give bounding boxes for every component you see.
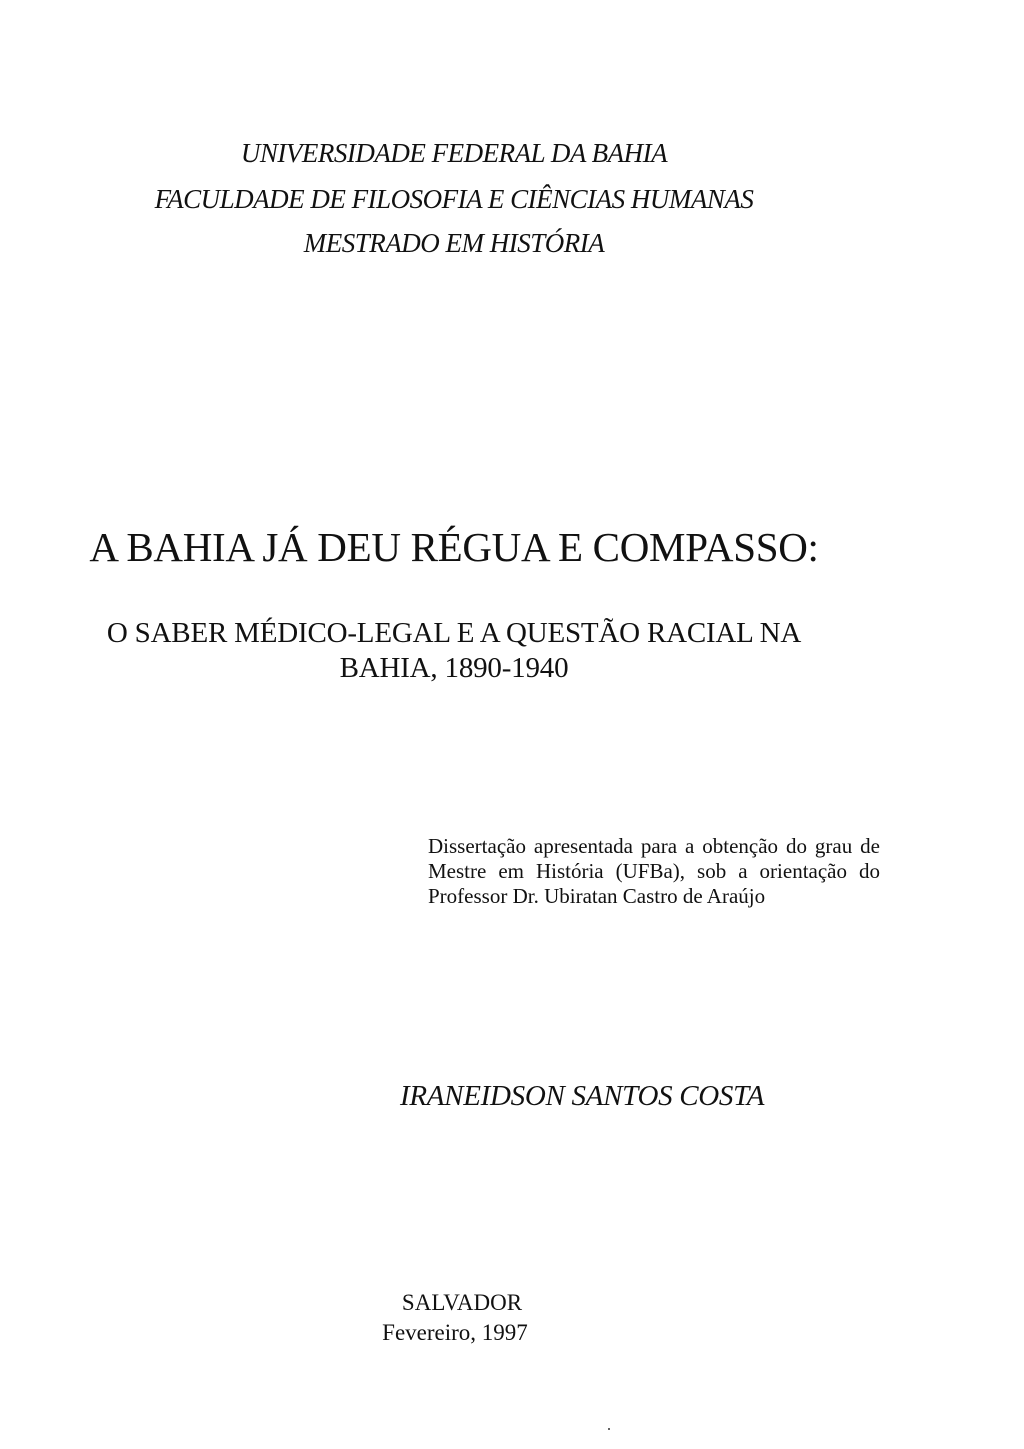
- thesis-subtitle-line-1: O SABER MÉDICO-LEGAL E A QUESTÃO RACIAL NA: [106, 617, 802, 649]
- date: Fevereiro, 1997: [382, 1320, 528, 1345]
- thesis-title: A BAHIA JÁ DEU RÉGUA E COMPASSO:: [89, 524, 819, 570]
- program-name: MESTRADO EM HISTÓRIA: [303, 228, 605, 258]
- city: SALVADOR: [401, 1290, 523, 1315]
- faculty-name: FACULDADE DE FILOSOFIA E CIÊNCIAS HUMANAS: [154, 184, 754, 214]
- university-name: UNIVERSIDADE FEDERAL DA BAHIA: [240, 138, 668, 168]
- author-name: IRANEIDSON SANTOS COSTA: [400, 1080, 765, 1112]
- dissertation-note: Dissertação apresentada para a obtenção do grau de Mestre em História (UFBa), sob a orientação do Professor Dr. Ubiratan Castro de Araújo: [428, 834, 880, 908]
- scan-speck: [608, 1428, 610, 1430]
- thesis-subtitle-line-2: BAHIA, 1890-1940: [339, 652, 569, 684]
